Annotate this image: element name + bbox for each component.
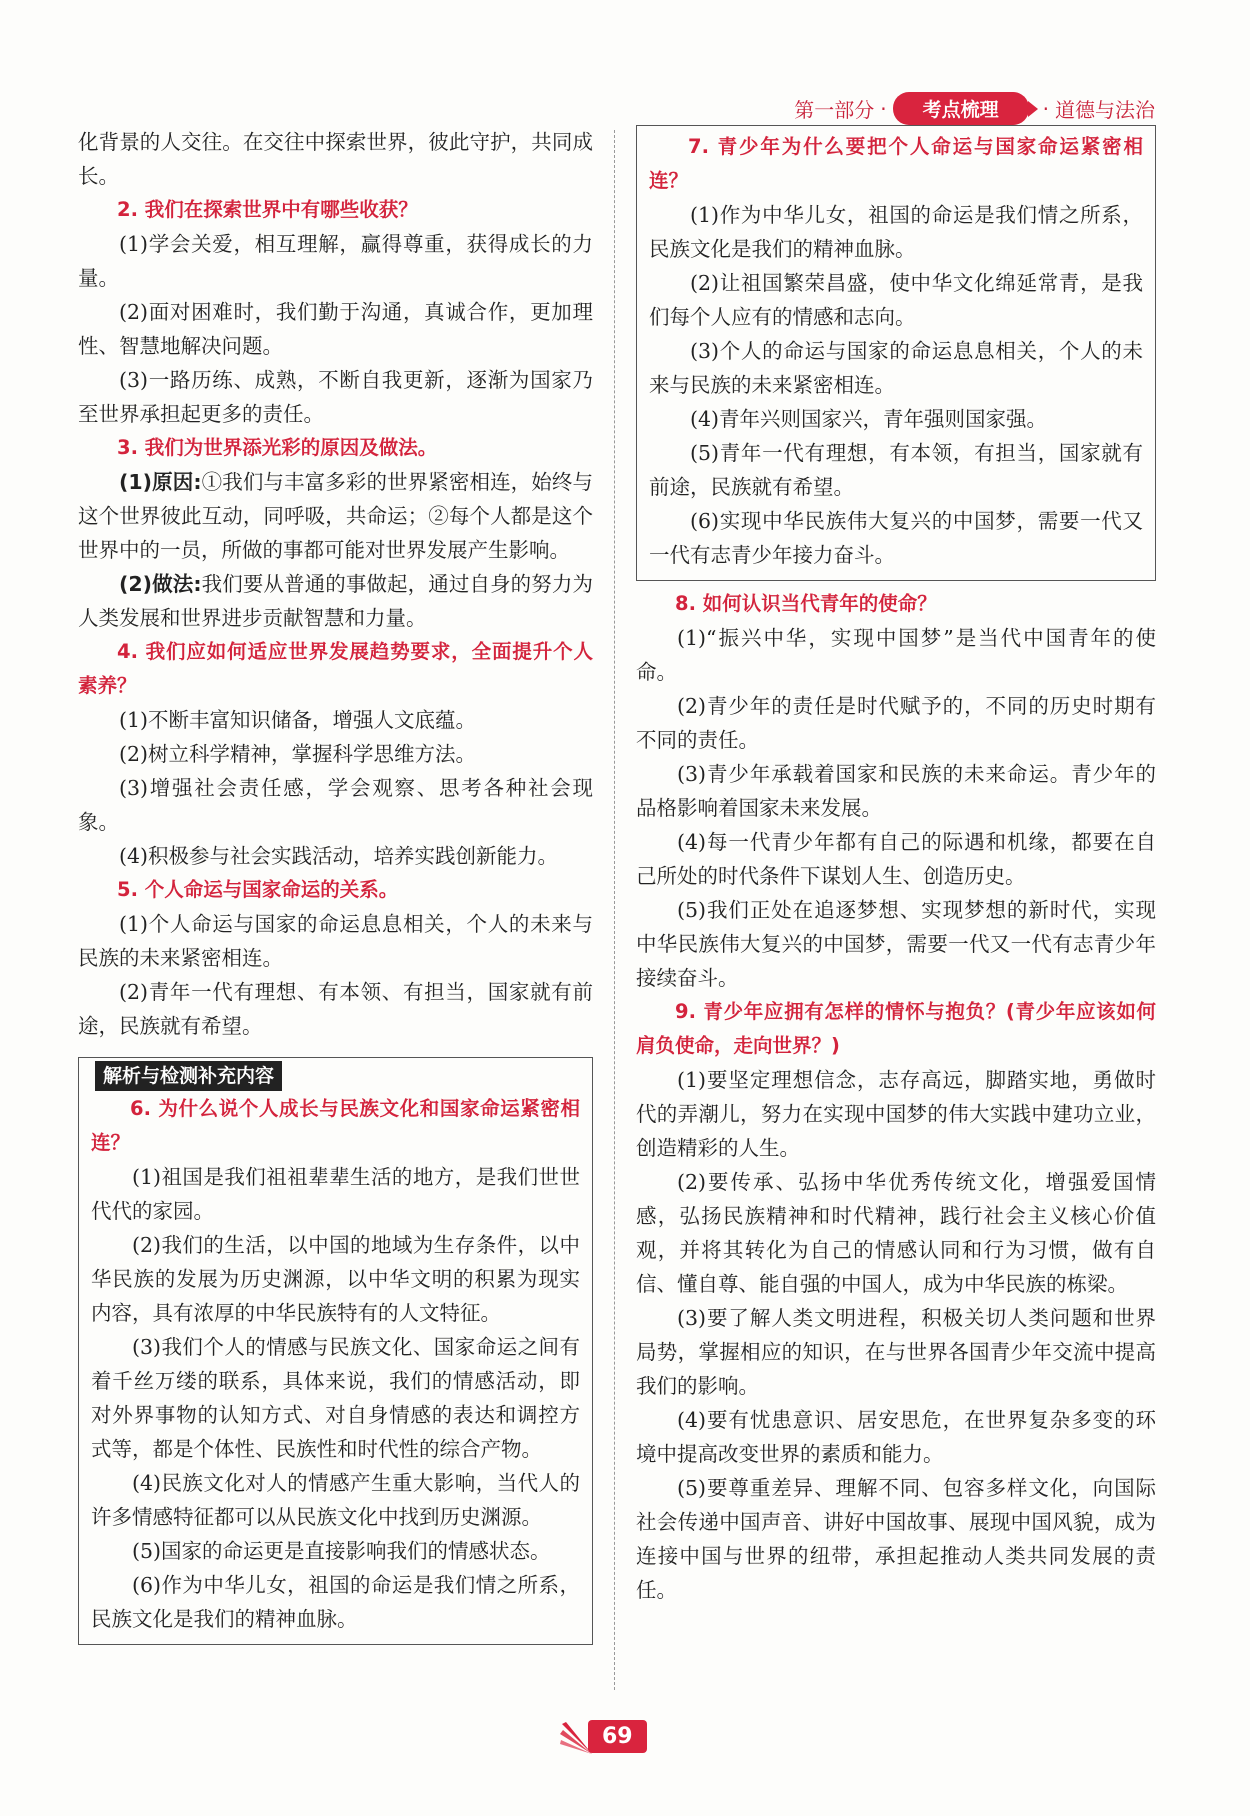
question-4-title: 4. 我们应如何适应世界发展趋势要求，全面提升个人素养？ — [78, 640, 593, 697]
answer-item: (3)一路历练、成熟，不断自我更新，逐渐为国家乃至世界承担起更多的责任。 — [78, 368, 593, 426]
answer-item: (4)民族文化对人的情感产生重大影响，当代人的许多情感特征都可以从民族文化中找到历史渊源。 — [91, 1471, 580, 1529]
question-6-title: 6. 为什么说个人成长与民族文化和国家命运紧密相连？ — [91, 1097, 580, 1154]
answer-item: (4)要有忧患意识、居安思危，在世界复杂多变的环境中提高改变世界的素质和能力。 — [636, 1408, 1156, 1466]
reason-text: ①我们与丰富多彩的世界紧密相连，始终与这个世界彼此互动，同呼吸，共命运；②每个人都是这个世界中的一员，所做的事都可能对世界发展产生影响。 — [78, 470, 593, 562]
answer-item: (2)让祖国繁荣昌盛，使中华文化绵延常青，是我们每个人应有的情感和志向。 — [649, 271, 1143, 329]
method-label: (2)做法: — [119, 572, 202, 596]
intro-text: 化背景的人交往。在交往中探索世界，彼此守护，共同成长。 — [78, 130, 593, 188]
section-pill: 考点梳理 — [893, 92, 1029, 125]
question-9-title: 9. 青少年应拥有怎样的情怀与抱负？(青少年应该如何肩负使命，走向世界？) — [636, 1000, 1156, 1057]
supplement-box-label: 解析与检测补充内容 — [95, 1061, 282, 1091]
answer-item: (2)要传承、弘扬中华优秀传统文化，增强爱国情感，弘扬民族精神和时代精神，践行社会主义核心价值观，并将其转化为自己的情感认同和行为习惯，做有自信、懂自尊、能自强的中国人，成为中华民族的栋梁。 — [636, 1170, 1156, 1296]
answer-item: (2)青少年的责任是时代赋予的，不同的历史时期有不同的责任。 — [636, 694, 1156, 752]
answer-item: (1)要坚定理想信念，志存高远，脚踏实地，勇做时代的弄潮儿，努力在实现中国梦的伟大实践中建功立业，创造精彩的人生。 — [636, 1068, 1156, 1160]
answer-item: (5)要尊重差异、理解不同、包容多样文化，向国际社会传递中国声音、讲好中国故事、展现中国风貌，成为连接中国与世界的纽带，承担起推动人类共同发展的责任。 — [636, 1476, 1156, 1602]
question-3-title: 3. 我们为世界添光彩的原因及做法。 — [117, 436, 438, 459]
answer-item: (1)祖国是我们祖祖辈辈生活的地方，是我们世世代代的家园。 — [91, 1165, 580, 1223]
page-number: 69 — [588, 1720, 647, 1753]
answer-item: (1)学会关爱，相互理解，赢得尊重，获得成长的力量。 — [78, 232, 593, 290]
answer-item: (4)青年兴则国家兴，青年强则国家强。 — [690, 407, 1048, 431]
answer-item: (5)我们正处在追逐梦想、实现梦想的新时代，实现中华民族伟大复兴的中国梦，需要一代又一代有志青少年接续奋斗。 — [636, 898, 1156, 990]
answer-item: (3)我们个人的情感与民族文化、国家命运之间有着千丝万缕的联系，具体来说，我们的情感活动，即对外界事物的认知方式、对自身情感的表达和调控方式等，都是个体性、民族性和时代性的综合产物。 — [91, 1335, 580, 1461]
answer-item: (3)增强社会责任感，学会观察、思考各种社会现象。 — [78, 776, 593, 834]
answer-item: (1)作为中华儿女，祖国的命运是我们情之所系，民族文化是我们的精神血脉。 — [649, 203, 1143, 261]
part-label: 第一部分 — [794, 98, 875, 122]
supplement-box — [78, 1057, 593, 1645]
subject-label: 道德与法治 — [1055, 98, 1155, 122]
left-column — [78, 125, 593, 1651]
column-divider — [614, 130, 615, 1690]
reason-label: (1)原因: — [119, 470, 202, 494]
question-2-title: 2. 我们在探索世界中有哪些收获？ — [117, 198, 418, 221]
answer-item: (1)不断丰富知识储备，增强人文底蕴。 — [119, 708, 477, 732]
question-8-title: 8. 如何认识当代青年的使命？ — [675, 592, 937, 615]
answer-item: (1)个人命运与国家的命运息息相关，个人的未来与民族的未来紧密相连。 — [78, 912, 593, 970]
question-7-box — [636, 125, 1156, 581]
answer-item: (3)个人的命运与国家的命运息息相关，个人的未来与民族的未来紧密相连。 — [649, 339, 1143, 397]
answer-item: (3)青少年承载着国家和民族的未来命运。青少年的品格影响着国家未来发展。 — [636, 762, 1156, 820]
answer-item — [78, 567, 593, 635]
right-column — [636, 125, 1156, 1607]
answer-item: (5)青年一代有理想，有本领，有担当，国家就有前途，民族就有希望。 — [649, 441, 1143, 499]
answer-item: (3)要了解人类文明进程，积极关切人类问题和世界局势，掌握相应的知识，在与世界各国青少年交流中提高我们的影响。 — [636, 1306, 1156, 1398]
answer-item: (5)国家的命运更是直接影响我们的情感状态。 — [132, 1539, 551, 1563]
page-header: 第一部分 · 考点梳理 · 道德与法治 — [794, 92, 1155, 125]
answer-item: (2)青年一代有理想、有本领、有担当，国家就有前途，民族就有希望。 — [78, 980, 593, 1038]
answer-item: (4)每一代青少年都有自己的际遇和机缘，都要在自己所处的时代条件下谋划人生、创造历史。 — [636, 830, 1156, 888]
question-5-title: 5. 个人命运与国家命运的关系。 — [117, 878, 399, 901]
question-7-title: 7. 青少年为什么要把个人命运与国家命运紧密相连？ — [649, 135, 1143, 192]
answer-item: (1)“振兴中华，实现中国梦”是当代中国青年的使命。 — [636, 626, 1156, 684]
answer-item: (4)积极参与社会实践活动，培养实践创新能力。 — [119, 844, 559, 868]
answer-item — [78, 465, 593, 567]
answer-item: (2)我们的生活，以中国的地域为生存条件，以中华民族的发展为历史渊源，以中华文明的积累为现实内容，具有浓厚的中华民族特有的人文特征。 — [91, 1233, 580, 1325]
answer-item: (2)树立科学精神，掌握科学思维方法。 — [119, 742, 477, 766]
answer-item: (6)作为中华儿女，祖国的命运是我们情之所系，民族文化是我们的精神血脉。 — [91, 1573, 580, 1631]
method-text: 我们要从普通的事做起，通过自身的努力为人类发展和世界进步贡献智慧和力量。 — [78, 572, 593, 630]
fan-decoration-icon — [558, 1716, 592, 1756]
answer-item: (2)面对困难时，我们勤于沟通，真诚合作，更加理性、智慧地解决问题。 — [78, 300, 593, 358]
answer-item: (6)实现中华民族伟大复兴的中国梦，需要一代又一代有志青少年接力奋斗。 — [649, 509, 1143, 567]
